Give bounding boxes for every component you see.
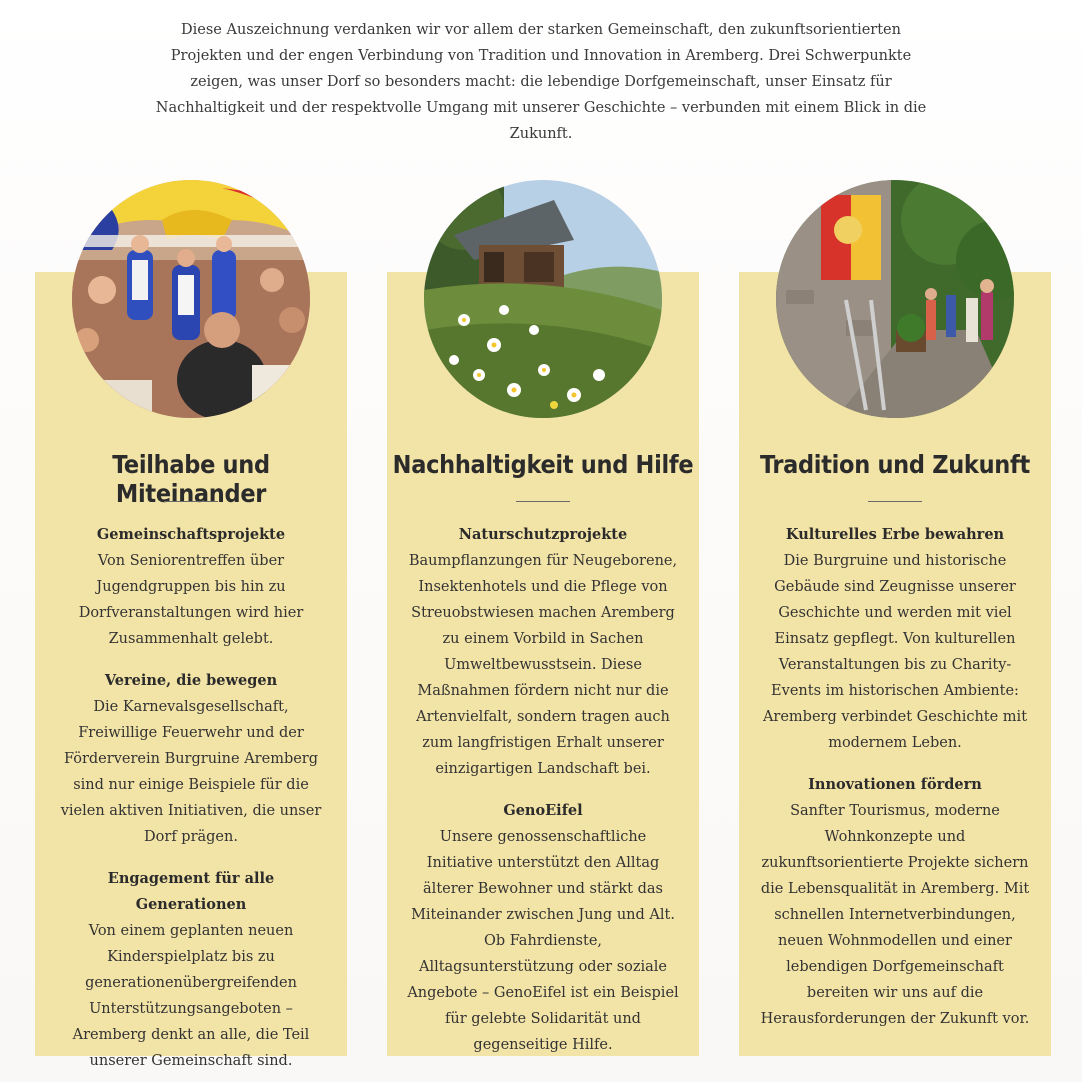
card-section [759,772,1031,1032]
section-heading: Innovationen fördern [808,776,982,793]
title-divider [868,501,922,502]
title-divider [164,501,218,502]
section-heading: Engagement für alle Generationen [107,870,275,913]
section-text: Die Burgruine und historische Gebäude sind Zeugnisse unserer Geschichte und werden mit viel Einsatz gepflegt. Von kulturellen Veranstaltungen bis zu Charity-Events im historischen Ambiente: Aremberg verbindet Geschichte mit modernem Leben. [762,553,1028,751]
section-heading: Vereine, die bewegen [104,672,278,689]
intro-paragraph: Diese Auszeichnung verdanken wir vor allem der starken Gemeinschaft, den zukunftsorientierten Projekten und der engen Verbindung von Tradition und Innovation in Aremberg. Drei Schwerpunkte zeigen, was unser Dorf so besonders macht: die lebendige Dorfgemeinschaft, unser Einsatz für Nachhaltigkeit und der respektvolle Umgang mit unserer Geschichte – verbunden mit einem Blick in die Zukunft. [155,22,927,142]
card-section [407,798,679,1058]
section-text: Baumpflanzungen für Neugeborene, Insektenhotels und die Pflege von Streuobstwiesen machen Aremberg zu einem Vorbild in Sachen Umweltbewusstsein. Diese Maßnahmen fördern nicht nur die Artenvielfalt, sondern tragen auch zum langfristigen Erhalt unserer einzigartigen Landschaft bei. [408,553,678,777]
card-title: Teilhabe und Miteinander [112,450,270,508]
card-title: Tradition und Zukunft [760,450,1030,479]
card-title: Nachhaltigkeit und Hilfe [392,450,694,479]
card-section [55,522,327,652]
carnival-photo [72,180,310,418]
section-text: Sanfter Tourismus, moderne Wohnkonzepte und zukunftsorientierte Projekte sichern die Lebensqualität in Aremberg. Mit schnellen Internetverbindungen, neuen Wohnmodellen und einer lebendigen Dorfgemeinschaft bereiten wir uns auf die Herausforderungen der Zukunft vor. [760,803,1030,1027]
section-heading: GenoEifel [503,802,583,819]
section-text: Die Karnevalsgesellschaft, Freiwillige Feuerwehr und der Förderverein Burgruine Aremberg sind nur einige Beispiele für die vielen aktiven Initiativen, die unser Dorf prägen. [60,699,322,845]
section-text: Von Seniorentreffen über Jugendgruppen bis hin zu Dorfveranstaltungen wird hier Zusammenhalt gelebt. [78,553,304,647]
section-text: Von einem geplanten neuen Kinderspielplatz bis zu generationenübergreifenden Unterstützungsangeboten – Aremberg denkt an alle, die Teil unserer Gemeinschaft sind. [72,923,310,1069]
wildflower-photo [424,180,662,418]
card-body [407,522,679,1074]
section-heading: Gemeinschaftsprojekte [96,526,286,543]
card-section [55,866,327,1074]
section-text: Unsere genossenschaftliche Initiative unterstützt den Alltag älterer Bewohner und stärkt das Miteinander zwischen Jung und Alt. Ob Fahrdienste, Alltagsunterstützung oder soziale Angebote – GenoEifel ist ein Beispiel für gelebte Solidarität und gegenseitige Hilfe. [407,829,679,1053]
section-heading: Naturschutzprojekte [458,526,628,543]
section-heading: Kulturelles Erbe bewahren [785,526,1005,543]
castle-ruin-photo [776,180,1014,418]
card-body [759,522,1031,1048]
card-section [407,522,679,782]
card-section [759,522,1031,756]
card-section [55,668,327,850]
card-body [55,522,327,1090]
title-divider [516,501,570,502]
